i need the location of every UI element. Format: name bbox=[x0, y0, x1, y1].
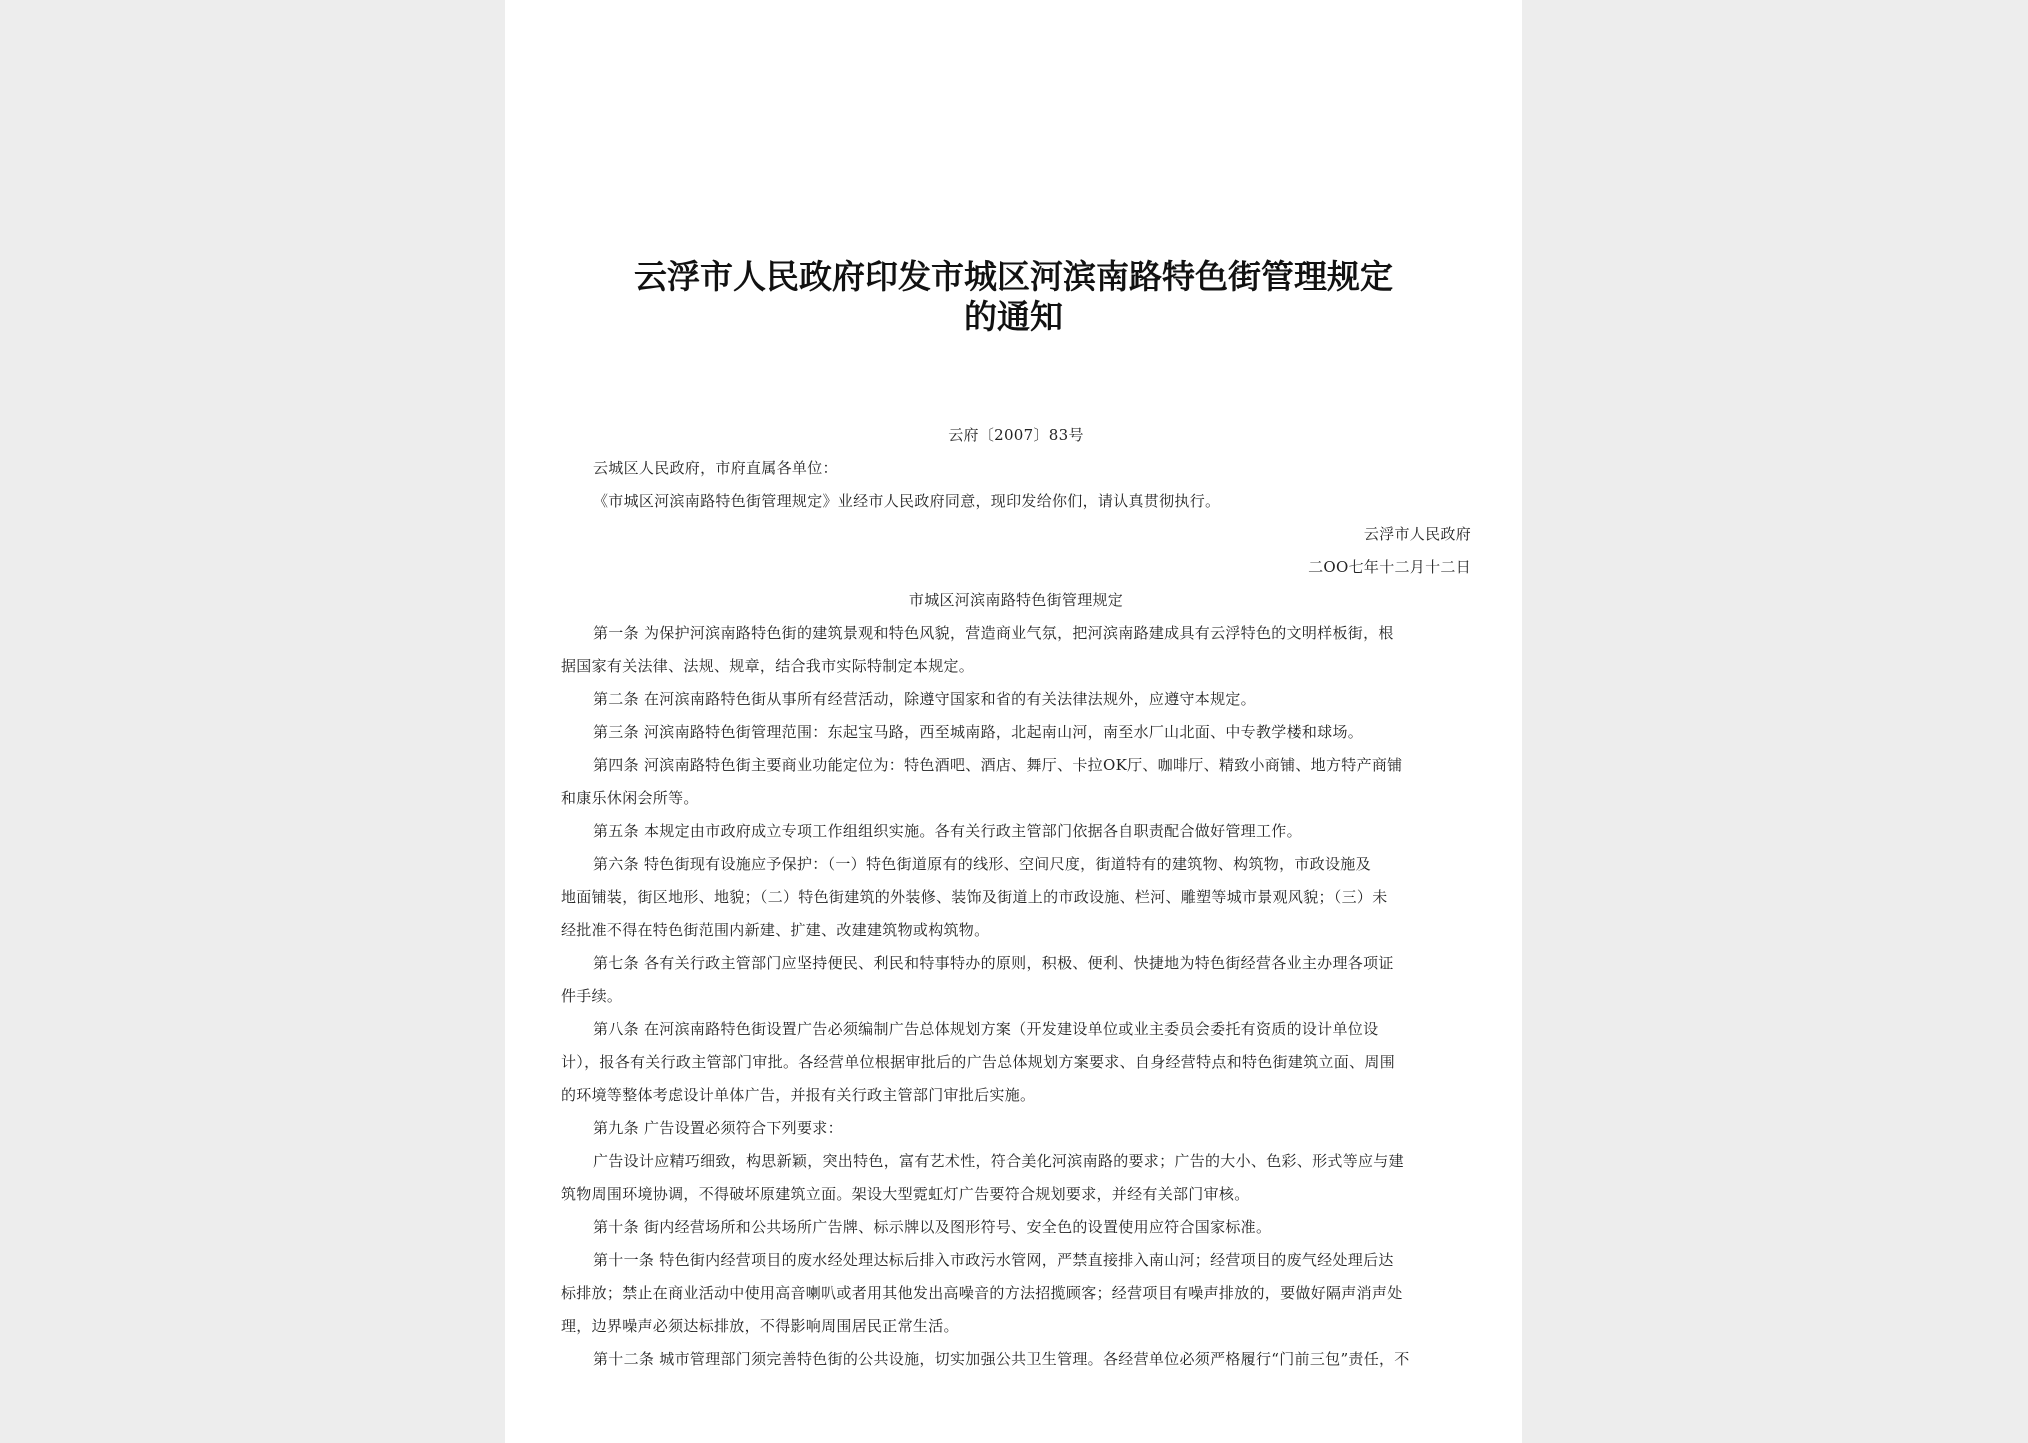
paragraph-line: 理，边界噪声必须达标排放，不得影响周围居民正常生活。 bbox=[561, 1317, 959, 1335]
section-heading: 市城区河滨南路特色街管理规定 bbox=[908, 591, 1124, 609]
paragraph-line: 第四条 河滨南路特色街主要商业功能定位为：特色酒吧、酒店、舞厅、卡拉OK厅、咖啡厅、精致小商铺、地方特产商铺 bbox=[593, 756, 1403, 774]
paragraph-line: 第九条 广告设置必须符合下列要求： bbox=[593, 1119, 843, 1137]
paragraph-line: 第五条 本规定由市政府成立专项工作组组织实施。各有关行政主管部门依据各自职责配合做好管理工作。 bbox=[593, 822, 1302, 840]
paragraph-line: 的环境等整体考虑设计单体广告，并报有关行政主管部门审批后实施。 bbox=[561, 1086, 1036, 1104]
title-line-2: 的通知 bbox=[964, 297, 1063, 336]
paragraph-line: 件手续。 bbox=[561, 987, 623, 1005]
title-line-1: 云浮市人民政府印发市城区河滨南路特色街管理规定 bbox=[634, 257, 1393, 296]
document-lines bbox=[561, 452, 1471, 1376]
document-number: 云府〔2007〕83号 bbox=[948, 426, 1084, 444]
paragraph-line: 第七条 各有关行政主管部门应坚持便民、利民和特事特办的原则，积极、便利、快捷地为特色街经营各业主办理各项证 bbox=[593, 954, 1394, 972]
paragraph-line: 计），报各有关行政主管部门审批。各经营单位根据审批后的广告总体规划方案要求、自身经营特点和特色街建筑立面、周围 bbox=[561, 1053, 1396, 1071]
paragraph-line: 第八条 在河滨南路特色街设置广告必须编制广告总体规划方案（开发建设单位或业主委员会委托有资质的设计单位设 bbox=[593, 1020, 1379, 1038]
paragraph-line: 云浮市人民政府 bbox=[1363, 525, 1471, 543]
paragraph-line: 第一条 为保护河滨南路特色街的建筑景观和特色风貌，营造商业气氛，把河滨南路建成具有云浮特色的文明样板街，根 bbox=[593, 624, 1394, 642]
paragraph-line: 第三条 河滨南路特色街管理范围：东起宝马路，西至城南路，北起南山河，南至水厂山北面、中专教学楼和球场。 bbox=[593, 723, 1364, 741]
paragraph-line: 《市城区河滨南路特色街管理规定》业经市人民政府同意，现印发给你们，请认真贯彻执行。 bbox=[593, 492, 1221, 510]
paragraph-line: 第十条 街内经营场所和公共场所广告牌、标示牌以及图形符号、安全色的设置使用应符合国家标准。 bbox=[593, 1218, 1272, 1236]
paragraph-line: 据国家有关法律、法规、规章，结合我市实际特制定本规定。 bbox=[561, 657, 975, 675]
paragraph-line: 地面铺装，街区地形、地貌；（二）特色街建筑的外装修、装饰及街道上的市政设施、栏河、雕塑等城市景观风貌；（三）未 bbox=[561, 888, 1388, 906]
paragraph-line: 第二条 在河滨南路特色街从事所有经营活动，除遵守国家和省的有关法律法规外，应遵守本规定。 bbox=[593, 690, 1256, 708]
paragraph-line: 标排放；禁止在商业活动中使用高音喇叭或者用其他发出高噪音的方法招揽顾客；经营项目有噪声排放的，要做好隔声消声处 bbox=[561, 1284, 1403, 1302]
paragraph-line: 第十二条 城市管理部门须完善特色街的公共设施，切实加强公共卫生管理。各经营单位必须严格履行“门前三包”责任，不 bbox=[593, 1350, 1410, 1368]
document-body bbox=[561, 419, 1471, 1376]
paragraph-line: 第十一条 特色街内经营项目的废水经处理达标后排入市政污水管网，严禁直接排入南山河；经营项目的废气经处理后达 bbox=[593, 1251, 1394, 1269]
paragraph-line: 和康乐休闲会所等。 bbox=[561, 789, 699, 807]
paragraph-line: 经批准不得在特色街范围内新建、扩建、改建建筑物或构筑物。 bbox=[561, 921, 990, 939]
paragraph-line: 第六条 特色街现有设施应予保护：（一）特色街道原有的线形、空间尺度，街道特有的建筑物、构筑物，市政设施及 bbox=[593, 855, 1371, 873]
document-page bbox=[505, 0, 1522, 1443]
paragraph-line: 广告设计应精巧细致，构思新颖，突出特色，富有艺术性，符合美化河滨南路的要求；广告的大小、色彩、形式等应与建 bbox=[593, 1152, 1404, 1170]
paragraph-line: 筑物周围环境协调，不得破坏原建筑立面。架设大型霓虹灯广告要符合规划要求，并经有关部门审核。 bbox=[561, 1185, 1250, 1203]
paragraph-line: 二OO七年十二月十二日 bbox=[1308, 558, 1471, 576]
paragraph-line: 云城区人民政府，市府直属各单位： bbox=[593, 459, 838, 477]
document-title bbox=[505, 257, 1522, 337]
